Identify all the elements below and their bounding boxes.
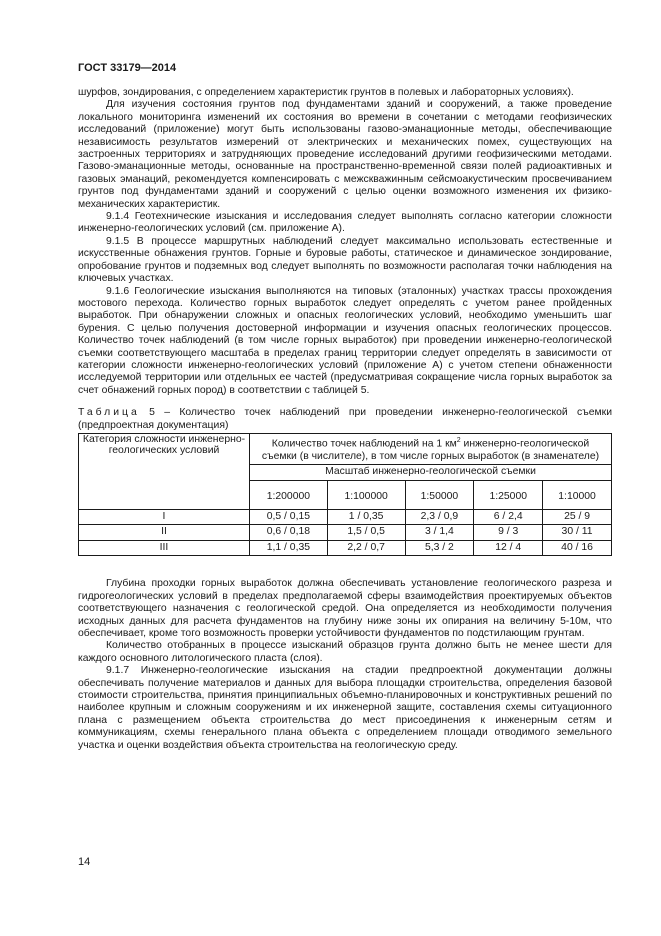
value-cell: 0,6 / 0,18: [250, 525, 328, 540]
scale-cell: 1:100000: [327, 480, 405, 509]
paragraph: 9.1.7 Инженерно-геологические изыскания на стадии предпроектной документации должны обеспечивать получение материалов и данных для выбора площадки строительства, определения базовой стоимости строительства, принятия принципиальных объемно-планировочных и конструктивных решений по наиболее крупным и сложным сооружениям и их инженерной защите, составления схемы ситуационного плана с размещением объекта строительства до мест присоединения к инженерным сетям и коммуникациям, схемы генерального плана объекта с определением площади отводимого земельного участка и оценки воздействия объекта строительства на геологическую среду.: [78, 665, 612, 751]
value-cell: 1,5 / 0,5: [327, 525, 405, 540]
observation-points-table: [78, 433, 612, 556]
scale-cell: 1:50000: [405, 480, 474, 509]
value-cell: 2,2 / 0,7: [327, 540, 405, 555]
category-cell: III: [79, 540, 250, 555]
scale-cell: 1:10000: [543, 480, 612, 509]
page-number: 14: [78, 856, 91, 868]
table-row: [79, 510, 612, 525]
category-cell: I: [79, 510, 250, 525]
table-caption-label: Таблица: [78, 407, 140, 419]
paragraphs-top: [78, 87, 612, 397]
page-body: [78, 87, 612, 752]
table-caption-text: – Количество точек наблюдений при проведении инженерно-геологической съемки (предпроектная документация): [78, 407, 613, 431]
value-cell: 0,5 / 0,15: [250, 510, 328, 525]
col1-header: Категория сложности инженерно-геологических условий: [79, 433, 250, 509]
paragraph: Глубина проходки горных выработок должна обеспечивать установление геологического разреза и гидрогеологических условий в пределах предполагаемой сферы взаимодействия проектируемых объектов соответствующего назначения с геологической средой. Она определяется из необходимости получения исходных данных для расчета фундаментов на глубину ниже зоны их опирания на величину 5-10м, что обеспечивает, кроме того возможность проверки устойчивости фундаментов по подстилающим грунтам.: [78, 578, 612, 639]
paragraph: Для изучения состояния грунтов под фундаментами зданий и сооружений, а также проведение локального мониторинга изменений их состояния во времени в сочетании с методами геофизических исследований (приложение) могут быть использованы газово-эманационные методы, обеспечивающие независимость результатов измерений от электрических и механических помех, существующих на застроенных территориях и затрудняющих проведение исследований другими геофизическими методами. Газово-эманационные методы, основанные на пространственно-временной связи полей радиоактивных и газовых эманаций, рекомендуется компенсировать с межскважинным сейсмоакустическим просвечиванием грунтов под фундаментами зданий и сооружений с целью оценки возможного изменения их физико-механических характеристик.: [78, 99, 612, 210]
value-cell: 5,3 / 2: [405, 540, 474, 555]
table-row: [79, 540, 612, 555]
value-cell: 6 / 2,4: [474, 510, 543, 525]
value-cell: 25 / 9: [543, 510, 612, 525]
table-caption: [78, 407, 612, 432]
paragraphs-bottom: [78, 578, 612, 752]
value-cell: 1,1 / 0,35: [250, 540, 328, 555]
group-header-after: инженерно-геологической съемки (в числителе), в том числе горных выработок (в знаменателе): [261, 438, 600, 462]
paragraph: Количество отобранных в процессе изысканий образцов грунта должно быть не менее шести для каждого основного литологического пласта (слоя).: [78, 640, 612, 664]
scale-cell: 1:200000: [250, 480, 328, 509]
table-caption-number: 5: [149, 407, 155, 419]
value-cell: 40 / 16: [543, 540, 612, 555]
value-cell: 9 / 3: [474, 525, 543, 540]
paragraph: 9.1.6 Геологические изыскания выполняются на типовых (эталонных) участках трассы прохождения мостового перехода. Количество горных выработок следует определять с учетом ранее пройденных выработок. При обнаружении сложных и опасных геологических условий, необходимо уменьшить шаг бурения. С целью получения достоверной информации и изучения опасных геологических процессов. Количество точек наблюдений (в том числе горных выработок) при проведении инженерно-геологической съемки соответствующего масштаба в пределах границ территории следует определять в зависимости от категории сложности инженерно-геологических условий (приложение А) с учетом степени обнаженности исследуемой территории или отдельных ее частей (предусматривая сокращение числа горных выработок за счет обнажений горных пород) в соответствии с таблицей 5.: [78, 285, 612, 396]
value-cell: 2,3 / 0,9: [405, 510, 474, 525]
group-header-before: Количество точек наблюдений на 1 км: [271, 438, 457, 450]
paragraph: 9.1.5 В процессе маршрутных наблюдений следует максимально использовать естественные и искусственные обнажения грунтов. Горные и буровые работы, статическое и динамическое зондирование, опробование грунтов и подземных вод следует выполнять по возможности располагая точки наблюдения на ключевых участках.: [78, 235, 612, 285]
paragraph: 9.1.4 Геотехнические изыскания и исследования следует выполнять согласно категории сложности инженерно-геологических условий (см. приложение А).: [78, 211, 612, 235]
value-cell: 30 / 11: [543, 525, 612, 540]
value-cell: 3 / 1,4: [405, 525, 474, 540]
value-cell: 12 / 4: [474, 540, 543, 555]
group-header-sup: 2: [456, 436, 461, 444]
paragraph: шурфов, зондирования, с определением характеристик грунтов в полевых и лабораторных условиях).: [78, 87, 574, 98]
document-header: ГОСТ 33179—2014: [78, 62, 177, 74]
scale-header: Масштаб инженерно-геологической съемки: [250, 465, 612, 480]
scale-cell: 1:25000: [474, 480, 543, 509]
group-header: [250, 433, 612, 464]
value-cell: 1 / 0,35: [327, 510, 405, 525]
category-cell: II: [79, 525, 250, 540]
table-row: [79, 525, 612, 540]
